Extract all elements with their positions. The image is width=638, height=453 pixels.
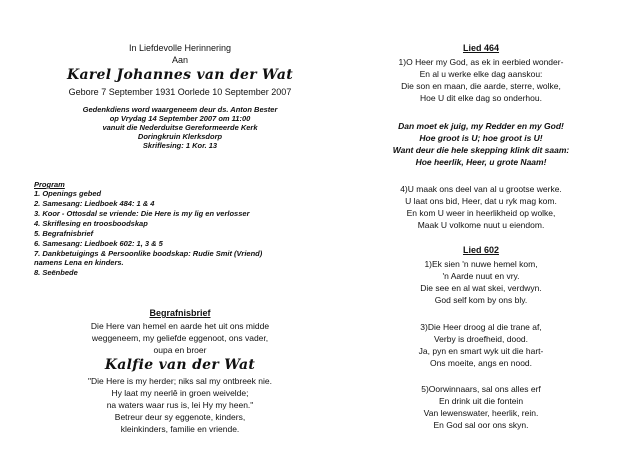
quote-line: na waters waar rus is, lei Hy my heen." [106,400,254,410]
program-item: 7. Dankbetuigings & Persoonlike boodskap: Rudie Smit (Vriend) [34,249,263,258]
program-item: 6. Samesang: Liedboek 602: 1, 3 & 5 [34,239,163,248]
song-line: Verby is droefheid, dood. [433,334,529,344]
service-line: op Vrydag 14 September 2007 om 11:00 [109,114,251,123]
quote-line: kleinkinders, familie en vriende. [120,424,240,434]
program-item: 4. Skriflesing en troosboodskap [34,219,148,228]
song-line: En God sal oor ons skyn. [433,420,529,430]
song-line: Ons moeite, angs en nood. [429,358,533,368]
letter-name: Kalfie van der Wat [104,357,256,373]
chorus-line: Hoe heerlik, Heer, u grote Naam! [415,157,547,167]
letter-title: Begrafnisbrief [149,308,211,318]
song-line: 4)U maak ons deel van al u grootse werke. [400,184,562,194]
song-line: Die son en maan, die aarde, sterre, wolke, [401,81,561,91]
song-line: 5)Oorwinnaars, sal ons alles erf [421,384,541,394]
song-line: En kom U weer in heerlikheid op wolke, [406,208,556,218]
intro-text: In Liefdevolle Herinnering [128,43,232,53]
song-line: 1)Ek sien 'n nuwe hemel kom, [424,259,538,269]
song-line: 3)Die Heer droog al die trane af, [420,322,542,332]
song-line: Die see en al wat skei, verdwyn. [420,283,542,293]
letter-line: weggeneem, my geliefde eggenoot, ons vader, [91,333,269,343]
program-item: 1. Openings gebed [34,189,102,198]
song-line: Maak U volkome nuut u eiendom. [417,220,545,230]
song-line: En al u werke elke dag aanskou: [419,69,543,79]
song-line: 'n Aarde nuut en vry. [442,271,520,281]
song-line: Van lewenswater, heerlik, rein. [423,408,539,418]
program-item: namens Lena en kinders. [34,258,124,267]
quote-line: Hy laat my neerlê in groen weivelde; [111,388,249,398]
aan-text: Aan [171,55,188,65]
song-line: Hoe U dit elke dag so onderhou. [420,93,542,103]
song-line: God self kom by ons bly. [434,295,528,305]
service-line: Gedenkdiens word waargeneem deur ds. Anton Bester [82,105,278,114]
song-line: U laat ons bid, Heer, dat u ryk mag kom. [405,196,557,206]
letter-line: oupa en broer [153,345,207,355]
service-line: Skriflesing: 1 Kor. 13 [142,141,218,150]
program-item: 2. Samesang: Liedboek 484: 1 & 4 [34,199,155,208]
service-line: vanuit die Nederduitse Gereformeerde Kerk [102,123,258,132]
life-dates: Gebore 7 September 1931 Oorlede 10 September 2007 [68,87,292,97]
quote-line: "Die Here is my herder; niks sal my ontbreek nie. [88,376,272,386]
deceased-name: Karel Johannes van der Wat [67,67,293,83]
chorus-line: Dan moet ek juig, my Redder en my God! [398,121,564,131]
program-item: 3. Koor - Ottosdal se vriende: Die Here is my lig en verlosser [34,209,250,218]
chorus-line: Want deur die hele skepping klink dit saam: [392,145,570,155]
chorus-line: Hoe groot is U; hoe groot is U! [419,133,543,143]
letter-line: Die Here van hemel en aarde het uit ons midde [90,321,270,331]
song-line: 1)O Heer my God, as ek in eerbied wonder- [398,57,564,67]
song-line: Ja, pyn en smart wyk uit die hart- [418,346,544,356]
song-title: Lied 602 [462,245,500,255]
program-item: 5. Begrafnisbrief [34,229,94,238]
program-item: 8. Seënbede [34,268,78,277]
quote-line: Betreur deur sy eggenote, kinders, [114,412,246,422]
service-line: Doringkruin Klerksdorp [137,132,223,141]
program-title: Program [34,180,65,189]
song-line: En drink uit die fontein [438,396,524,406]
song-title: Lied 464 [462,43,500,53]
